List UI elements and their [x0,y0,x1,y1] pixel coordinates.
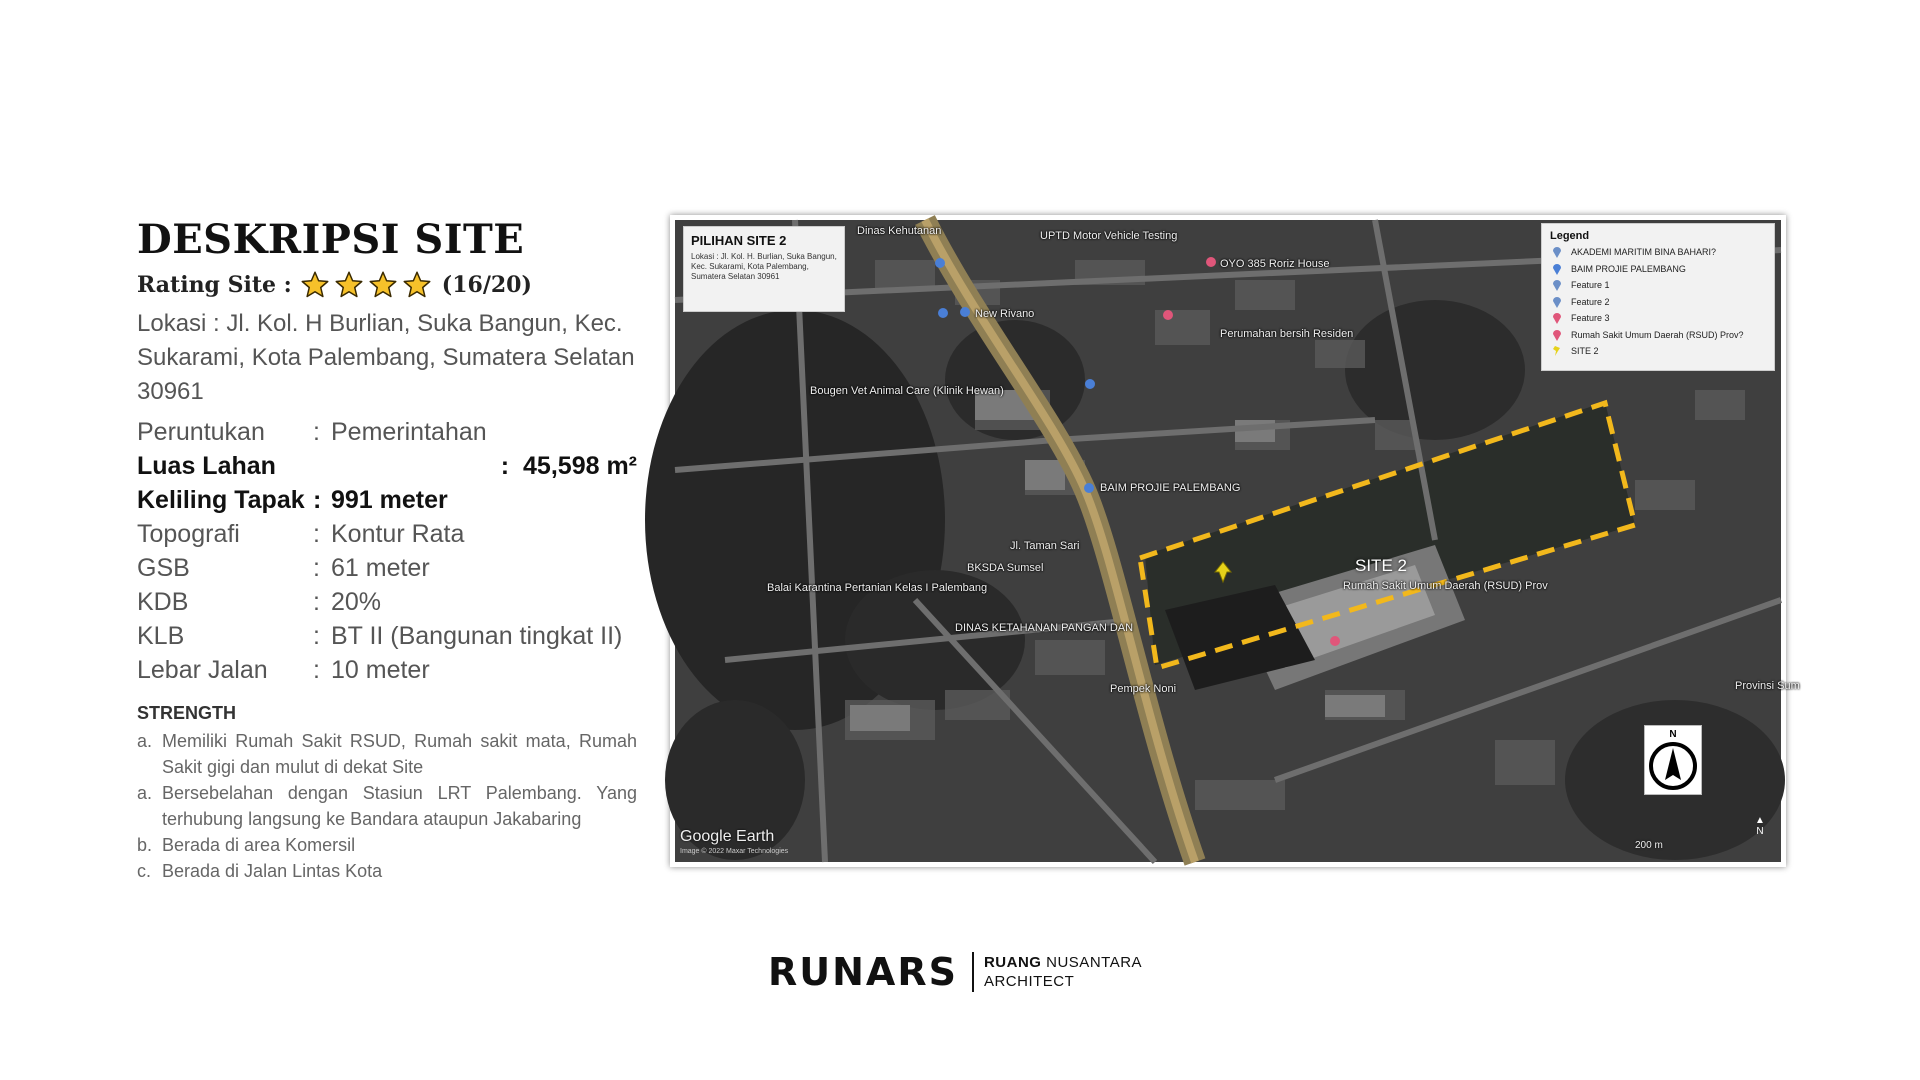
attr-value: Pemerintahan [331,418,487,446]
attr-value: 45,598 m² [523,452,637,480]
north-label: N [1756,826,1764,837]
list-item [137,728,637,780]
attr-peruntukan [137,415,637,449]
legend-item [1550,277,1766,294]
list-text: Memiliki Rumah Sakit RSUD, Rumah sakit mata, Rumah Sakit gigi dan mulut di dekat Site [162,731,637,777]
attr-topografi [137,517,637,551]
attr-kdb [137,585,637,619]
map-pin-icon [1552,246,1562,258]
logo-sub-line2: ARCHITECT [983,973,1075,990]
map-pin-icon [1552,296,1562,308]
list-marker: a. [137,731,153,751]
page-title: DESKRIPSI SITE [137,216,525,263]
place-label: BAIM PROJIE PALEMBANG [1100,482,1241,494]
attr-value: 991 meter [331,486,448,514]
legend-item [1550,310,1766,327]
attr-sep: : [313,588,320,616]
satellite-map [675,220,1800,862]
logo-sub-bold: RUANG [983,954,1042,971]
attr-key: Lebar Jalan [137,656,268,684]
place-label: New Rivano [975,308,1035,320]
attr-luas-lahan [137,449,637,483]
attr-sep: : [313,554,320,582]
satellite-map-frame [670,215,1800,867]
legend-label: Rumah Sakit Umum Daerah (RSUD) Prov? [1571,329,1744,340]
map-pin-icon [1552,279,1562,291]
rating-score: (16/20) [441,272,532,298]
star-icon [368,270,398,300]
list-text: Berada di Jalan Lintas Kota [162,861,383,881]
list-marker: a. [137,783,153,803]
attr-sep: : [313,418,320,446]
attr-sep: : [313,622,320,650]
list-item [137,858,637,884]
attr-value: BT II (Bangunan tingkat II) [331,622,623,650]
place-label: Perumahan bersih Residen [1220,328,1354,340]
legend-label: SITE 2 [1571,346,1599,357]
rating-stars [300,270,432,300]
list-item [137,780,637,832]
list-text: Berada di area Komersil [162,835,356,855]
location-text: Lokasi : Jl. Kol. H Burlian, Suka Bangun, Kec. Sukarami, Kota Palembang, Sumatera Selatan 30961 [137,310,635,405]
place-label: Provinsi Sum [1735,680,1800,692]
site-info-box [683,226,845,312]
attr-sep: : [313,520,320,548]
map-legend [1541,223,1775,371]
place-label: OYO 385 Roriz House [1220,258,1330,270]
place-label: Dinas Kehutanan [857,225,942,237]
list-marker: c. [137,861,152,881]
star-icon [334,270,364,300]
logo-sub-rest: NUSANTARA [1046,954,1143,971]
pushpin-icon [1552,345,1562,357]
attr-gsb [137,551,637,585]
compass-n: N [1669,729,1677,740]
legend-item [1550,294,1766,311]
attr-klb [137,619,637,653]
attr-sep: : [500,452,510,480]
map-pin-icon [1552,263,1562,275]
attr-keliling [137,483,637,517]
place-label: BKSDA Sumsel [967,562,1044,574]
place-label: Rumah Sakit Umum Daerah (RSUD) Prov [1343,580,1548,592]
legend-item [1550,261,1766,278]
rating-row [137,267,637,303]
rating-label: Rating Site : [137,272,292,298]
site-description-panel [137,215,637,884]
attr-key: Luas Lahan [137,452,276,480]
place-label: Balai Karantina Pertanian Kelas I Palembang [767,582,988,594]
place-label: Pempek Noni [1110,683,1177,695]
logo-subtitle [984,953,1142,991]
star-icon [300,270,330,300]
legend-label: Feature 3 [1571,313,1610,324]
map-pin-icon [1552,312,1562,324]
legend-item [1550,343,1766,360]
site-info-desc: Lokasi : Jl. Kol. H. Burlian, Suka Bangun, Kec. Sukarami, Kota Palembang, Sumatera Selatan 30961 [691,252,837,281]
compass-icon [1644,725,1702,795]
attr-sep: : [313,656,320,684]
place-label: UPTD Motor Vehicle Testing [1040,230,1178,242]
strength-heading: STRENGTH [137,703,236,723]
north-arrow-icon: ▲ N [1755,815,1765,837]
attr-value: 10 meter [331,656,430,684]
site-info-title: PILIHAN SITE 2 [691,233,787,248]
attr-key: KDB [137,588,189,616]
list-text: Bersebelahan dengan Stasiun LRT Palembang. Yang terhubung langsung ke Bandara ataupun Jakabaring [162,783,637,829]
imagery-credit: Image © 2022 Maxar Technologies [680,848,789,855]
attr-key: Peruntukan [137,418,265,446]
attr-sep: : [313,486,322,514]
strength-list [137,728,637,884]
place-label: DINAS KETAHANAN PANGAN DAN [955,622,1134,634]
google-earth-logo: Google Earth [680,828,775,845]
legend-label: AKADEMI MARITIM BINA BAHARI? [1571,247,1717,258]
legend-item [1550,327,1766,344]
legend-label: Feature 1 [1571,280,1610,291]
site-attributes [137,415,637,687]
logo-divider [972,952,974,992]
attr-value: 20% [331,588,382,616]
place-label: Bougen Vet Animal Care (Klinik Hewan) [810,385,1004,397]
place-label: Jl. Taman Sari [1010,540,1080,552]
legend-label: Feature 2 [1571,296,1610,307]
attr-key: KLB [137,622,185,650]
attr-value: Kontur Rata [331,520,465,548]
legend-item [1550,244,1766,261]
attr-lebar-jalan [137,653,637,687]
attr-key: Topografi [137,520,240,548]
runars-logo [768,950,1142,994]
logo-brand: RUNARS [768,950,958,994]
attr-key: GSB [137,554,190,582]
star-icon [402,270,432,300]
attr-value: 61 meter [331,554,430,582]
attr-key: Keliling Tapak [137,486,305,514]
legend-title: Legend [1550,230,1590,242]
list-item [137,832,637,858]
site-label: SITE 2 [1355,556,1407,575]
map-pin-icon [1552,329,1562,341]
list-marker: b. [137,835,153,855]
scale-bar: 200 m [1635,840,1663,851]
legend-label: BAIM PROJIE PALEMBANG [1571,263,1686,274]
